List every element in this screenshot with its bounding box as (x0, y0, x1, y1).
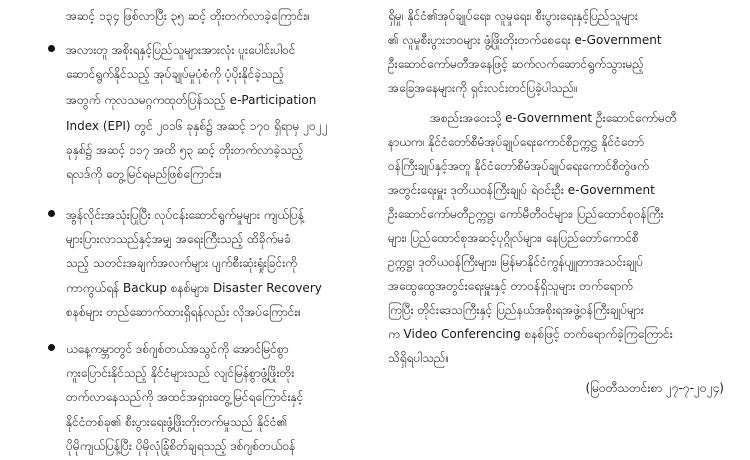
source-citation: (မြဝတီသတင်းစာ ၂၇-၇-၂၀၂၄) (585, 381, 724, 395)
paragraph-line-4: အတွင်းရေးမှူး ဒုတိယဝန်ကြီးချုပ် ရဲဝင်းဦး e-Government (388, 183, 655, 197)
bullet-icon (48, 45, 55, 52)
paragraph-line-7: ဥက္ကဋ္ဌ၊ ဒုတိယဝန်ကြီးများ၊ မြန်မာနိုင်ငံကွန်ပျူတာအသင်းချုပ် (388, 255, 644, 269)
paragraph-line-6: များ၊ ပြည်ထောင်စုအဆင့်ပုဂ္ဂိုလ်များ၊ နေပြည်တော်ကောင်စီ (388, 231, 639, 245)
paragraph-line-9: ကြပြီး တိုင်းဒေသကြီးနှင့် ပြည်နယ်အစိုးရအဖွဲ့ဝန်ကြီးချုပ်များ (388, 303, 644, 317)
paragraph-line-3: ဝန်ကြီးချုပ်နှင့်အတူ နိုင်ငံတော်စီမံအုပ်ချုပ်ရေးကောင်စီတွဲဖက် (388, 159, 649, 173)
bullet-3-line-1: ယနေ့ကမ္ဘာတွင် ဒစ်ဂျစ်တယ်အသွင်ကို အောင်မြင်စွာ (66, 342, 289, 356)
bullet-icon (48, 344, 55, 351)
bullet-1-line-1: အလားတူ အစိုးရနှင့်ပြည်သူများအားလုံး ပူးပေါင်းပါဝင် (66, 43, 296, 57)
bullet-2-line-1: အွန်လိုင်းအသုံးပြုပြီး လုပ်ငန်းဆောင်ရွက်မှုများ ကျယ်ပြန့် (66, 208, 305, 222)
paragraph-line-5: ဦးဆောင်ကော်မတီဥက္ကဋ္ဌ၊ ကော်မီတီဝင်များ၊ ပြည်ထောင်စုဝန်ကြီး (388, 207, 664, 221)
bullet-3-line-5: ပိုမိုကျယ်ပြန့်ပြီး ပိုမိုလုံခြုံစိတ်ချရသည့် ဒစ်ဂျစ်တယ်ဝန် (66, 439, 296, 453)
bullet-2-line-4: ကာကွယ်ရန် Backup စနစ်များ၊ Disaster Recovery (66, 281, 322, 295)
paragraph-line-10: က Video Conferencing စနစ်ဖြင့် တက်ရောက်ခဲ့ကြကြောင်း (388, 327, 673, 341)
bullet-1-line-6: ရလဒ်ကို တွေ့မြင်ရမည်ဖြစ်ကြောင်း။ (66, 167, 222, 181)
bullet-2-line-3: သည့် သတင်းအချက်အလက်များ ပျက်စီးဆုံးရှုံးခြင်းကို (66, 256, 298, 270)
paragraph-line-1: အစည်းအဝေးသို့ e-Government ဦးဆောင်ကော်မတီ (430, 111, 677, 125)
right-carryover-line-4: အခြေအနေများကို ရှင်းလင်းတင်ပြခဲ့ပါသည်။ (388, 81, 578, 95)
bullet-1-line-5: ခုနှစ်၌ အဆင့် ၁၁၇ အထိ ၅၃ ဆင့် တိုးတက်လာခဲ့သည့် (66, 143, 304, 157)
bullet-2-line-5: စနစ်များ တည်ဆောက်ထားရှိရန်လည်း လိုအပ်ကြောင်း။ (66, 305, 302, 319)
right-carryover-line-1: ရှိမှု၊ နိုင်ငံ၏အုပ်ချုပ်ရေး၊ လူမှုရေး၊ စီးပွားရေးနှင့်ပြည်သူများ (388, 9, 638, 23)
right-carryover-line-2: ၏ လူမှုစီးပွားဘဝများ ဖွံ့ဖြိုးတိုးတက်စေရေး e-Government (388, 33, 662, 47)
bullet-1-line-3: အတွက် ကုလသမဂ္ဂကထုတ်ပြန်သည့် e-Participation (66, 93, 317, 107)
carryover-line: အဆင့် ၁၃၄ ဖြစ်လာပြီး ၃၅ ဆင့် တိုးတက်လာခဲ့ကြောင်း။ (66, 9, 310, 23)
bullet-1-line-4: Index (EPI) တွင် ၂၀၁၆ ခုနှစ်၌ အဆင့် ၁၇၀ ရှိရာမှ ၂၀၂၂ (66, 119, 328, 133)
bullet-3-line-4: နိုင်ငံတစ်ခု၏ စီးပွားရေးဖွံ့ဖြိုးတိုးတက်မှုသည် နိုင်ငံ၏ (66, 415, 288, 429)
paragraph-line-11: သိရှိရပါသည်။ (388, 351, 450, 365)
paragraph-line-2: နာယက၊ နိုင်ငံတော်စီမံအုပ်ချုပ်ရေးကောင်စီဥက္ကဋ္ဌ နိုင်ငံတော် (388, 135, 644, 149)
paragraph-line-8: အထွေထွေအတွင်းရေးမှူးနှင့် တာဝန်ရှိသူများ တက်ရောက် (388, 279, 633, 293)
bullet-3-line-2: ကူးပြောင်းနိုင်သည့် နိုင်ငံများသည် လျင်မြန်စွာဖွံ့ဖြိုးတိုး (66, 366, 295, 380)
bullet-icon (48, 210, 55, 217)
right-carryover-line-3: ဦးဆောင်ကော်မတီအနေဖြင့် ဆက်လက်ဆောင်ရွက်သွားမည့် (388, 57, 645, 71)
bullet-2-line-2: များပြားလာသည်နှင့်အမျှ အရေးကြီးသည့် ထိခိုက်မခံ (66, 232, 291, 246)
bullet-1-line-2: ဆောင်ရွက်နိုင်သည့် အုပ်ချုပ်မှုပုံစံကို ပံ့ပိုးနိုင်ခဲ့သည့် (66, 67, 285, 81)
bullet-3-line-3: တက်လာနေသည်ကို အထင်အရှားတွေ့မြင်ရကြောင်းနှင့် (66, 390, 304, 404)
